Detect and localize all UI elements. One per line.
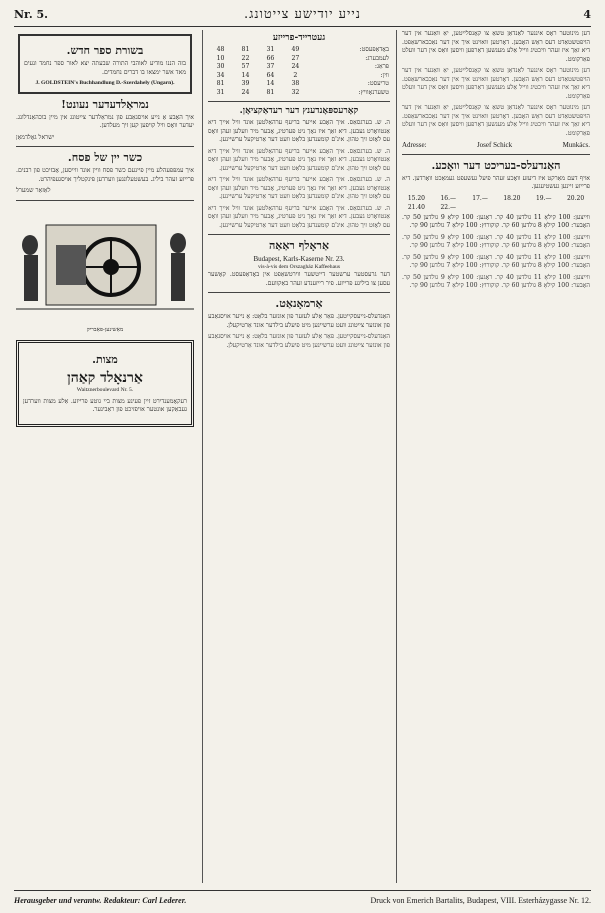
price-table-row [208, 80, 390, 89]
price-grid-cell [529, 204, 558, 212]
notice2-signature: ישראל גאָלדמאַן [16, 133, 55, 141]
page-number-left: Nr. 5. [14, 8, 48, 21]
price-grid-cell: 19.— [535, 194, 552, 202]
price-table-value: 31 [266, 46, 275, 53]
price-grid-cell: 16.— [440, 194, 457, 202]
notice3-text: איך עמפּפעהלע מיין פיינעם כשר פסח וויין אונד ווייסען, אָבזיכט פון רבנים. פרייזע זעהר ביליג. בעשטעלונגען ווערדען פּינקטליך אויסגעפיהרט. [16, 167, 194, 183]
column-divider-2 [202, 30, 203, 883]
price-table-value: 14 [266, 80, 275, 87]
price-table-value: 49 [291, 46, 300, 53]
correspondence-text-2: ה. ש. בערגסאַס. איך האָבע אייער בריעף ערהאַלטען אונד וויל אייך דיא אַנטוואָרט געבען. דיא זאַך איז נאָך ניט פערטיג, אָבער מיר וועלען זעהן וואָס עס לאָזט זיך טהון. אינ'ם קומענדען בלאַט וועט דער אַרטיקעל ערשיינען. [208, 147, 390, 172]
page-footer [14, 893, 591, 909]
price-table-value: 48 [216, 46, 225, 53]
notice2-heading: נמראַלדעדער נעונט! [61, 97, 149, 111]
price-table-value: 14 [241, 71, 250, 79]
divider [208, 292, 390, 293]
trade-report-more-4: ווייצען: 100 קילאָ 11 גולדען 40 קר. ראָגען: 100 קילאָ 9 גולדען 50 קר. האָבער: 100 קילאָ 8 גולדען 60 קר. קוקורוץ: 100 קילאָ 7 גולדען 90 קר. [402, 273, 590, 289]
divider [208, 101, 390, 102]
footer-publisher: Herausgeber und verantw. Redakteur: Carl Lederer. [14, 896, 187, 905]
trade-report-more-2: ווייצען: 100 קילאָ 11 גולדען 40 קר. ראָגען: 100 קילאָ 9 גולדען 50 קר. האָבער: 100 קילאָ 8 גולדען 60 קר. קוקורוץ: 100 קילאָ 7 גולדען 90 קר. [402, 233, 590, 249]
ad-raah-title: אַראָלף ראַאַה [268, 239, 330, 252]
divider [402, 154, 590, 155]
ad-armonat-text-2: האַנדעלס-נייעסקייטען. פאַר אַלע לעזער פון אונזער בלאַט: אַ נייער אויסגאַבע פון אונזער צייטונג וועט ערשיינען מיט פיעלע בילדער אונד אַרטיקעלן. [208, 333, 390, 349]
ad-raah-address: Budapest, Karls-Kaserne Nr. 23. [253, 255, 345, 263]
price-table-row [208, 89, 390, 98]
price-table-city: ווין: [380, 71, 389, 79]
price-table-title: געטרייד-פרייזע [272, 33, 326, 43]
price-table-city: לעמבערג: [365, 54, 389, 62]
price-table-city: טריעסט: [367, 80, 389, 87]
machine-illustration-svg [16, 205, 194, 323]
price-table-value: 30 [216, 63, 225, 70]
price-table-value: 81 [241, 46, 250, 53]
price-table-value: 24 [241, 88, 250, 96]
price-table-value: 31 [216, 88, 225, 96]
column-divider-1 [396, 30, 397, 883]
price-grid-cell [466, 204, 495, 212]
intro-paragraph: דען מינוטער ראָס איננער לאַנדאַן טשאַ צו קאָנסלייטען, יאַ וואַנער אין דער הויפטשטאַדט דעס ראַש האָבען. דאָרטען וואוינט איך אין דער נאַכבארשאַפט. דיא זאַך איז זעהר וויכטיג ווייל אַלע מענשען דאַרפען וויסען וואַס אין דער וועלט פאַרקומט. [402, 30, 590, 63]
price-table-value: 34 [216, 71, 225, 79]
price-table-value: 66 [266, 54, 275, 62]
matzos-ad-name: אַרנאָלד קאַהן [67, 370, 143, 386]
matzos-ad-text: רעקאָמענדירט זיין פעינע מצות ביי גוטע פרייזע. אַלע מצות ווערדען געבאַקען אונטער אויפזיכט פון ראַבינער. [23, 397, 187, 413]
price-table-value: 64 [266, 71, 275, 79]
price-table-value: 39 [241, 80, 250, 87]
divider [16, 146, 194, 147]
column-left [16, 30, 194, 880]
price-grid-cell: 17.— [472, 194, 488, 202]
price-table-value: 22 [241, 54, 250, 62]
correspondence-heading: קאָרעספּאָנדענץ דער רעדאַקציאָן. [239, 106, 359, 116]
price-table-value: 2 [293, 71, 298, 79]
price-grid-cell: 15.20 [407, 194, 425, 202]
price-table-city: פּראַג: [374, 63, 389, 70]
page-header [14, 6, 591, 24]
header-rule [14, 26, 591, 27]
trade-report-heading: האַנדעלס-בעריכט דער וואָכע. [431, 158, 561, 172]
price-table-value: 32 [291, 88, 300, 96]
page-number-right: 4 [583, 8, 591, 21]
ad-raah-address-2: vis-à-vis dem Orszagház Kaffeehaus [257, 263, 341, 270]
ad-raah-text: דער גרעסטער ערשטער דייטשער ווירטשאַפט אין באָדאַפּעסט. קאָשער עסען צו ביליגע פרייזע. פיר רייזענדע זעהר באַקוועם. [208, 271, 390, 287]
correspondence-text-3: ה. ש. בערגסאַס. איך האָבע אייער בריעף ערהאַלטען אונד וויל אייך דיא אַנטוואָרט געבען. דיא זאַך איז נאָך ניט פערטיג, אָבער מיר וועלען זעהן וואָס עס לאָזט זיך טהון. אינ'ם קומענדען בלאַט וועט דער אַרטיקעל ערשיינען. [208, 176, 390, 200]
divider [208, 234, 390, 235]
footer-rule [14, 890, 591, 891]
correspondence-text: ה. ש. בערגסאַס. איך האָבע אייער בריעף ערהאַלטען אונד וויל אייך דיא אַנטוואָרט געבען. דיא זאַך איז נאָך ניט פערטיג, אָבער מיר וועלען זעהן וואָס עס לאָזט זיך טהון. אינ'ם קומענדען בלאַט וועט דער אַרטיקעל ערשיינען. [208, 119, 390, 143]
notice2-text: איך האָבע אַ נייע אויסגאַבע פון נמראַלדער צייטונג אין מיין בוכהאַנדלונג. יעדער וואָס וויל קויפען קען זיך מעלדען. [16, 113, 194, 129]
notice3-heading: כשר יין של פסח. [67, 151, 143, 164]
address-line: Adresse: Josef Schick Munkács. [402, 141, 590, 149]
divider [16, 200, 194, 201]
intro-paragraph-3: דען מינוטער ראָס איננער לאַנדאַן טשאַ צו קאָנסלייטען, יאַ וואַנער אין דער הויפטשטאַדט דעס ראַש האָבען. דאָרטען וואוינט איך אין דער נאַכבארשאַפט. דיא זאַך איז זעהר וויכטיג ווייל אַלע מענשען דאַרפען וויסען וואַס אין דער וועלט פאַרקומט. [402, 104, 590, 137]
book-notice [18, 34, 192, 94]
trade-report-more-3: ווייצען: 100 קילאָ 11 גולדען 40 קר. ראָגען: 100 קילאָ 9 גולדען 50 קר. האָבער: 100 קילאָ 8 גולדען 60 קר. קוקורוץ: 100 קילאָ 7 גולדען 90 קר. [402, 253, 590, 269]
price-table-value: 81 [216, 80, 225, 87]
price-table-row [208, 72, 390, 81]
price-table-value: 10 [216, 54, 225, 62]
matzos-ad-heading: מצות. [92, 353, 118, 366]
masthead: נייע יודישע צייטונג. [243, 7, 362, 22]
price-grid-cell [498, 204, 527, 212]
price-grid-cell [561, 204, 590, 212]
price-table-city: טשערנאָוויץ: [358, 88, 389, 96]
trade-report-text: אויף דעם מאַרקט איז דיעזע וואָכע זעהר פיעל געשעפט געמאַכט וואָרדען. דיא פרייזע זיינען געשטיעגען. [402, 174, 590, 190]
footer-printer: Druck von Emerich Bartalits, Budapest, VIII. Esterházygasse Nr. 12. [370, 896, 591, 905]
price-table-value: 37 [266, 63, 275, 70]
price-grid [402, 195, 590, 212]
book-notice-heading: בשורת ספר חדש. [66, 44, 144, 57]
column-right [402, 30, 590, 880]
book-notice-text: בזה הננו מודיע לאוהבי התורה שבעתה יצא לאור ספר נחמד ונעים מאד אשר ימצאו בו דברים נחמדים. [24, 60, 186, 76]
price-table-value: 57 [241, 63, 250, 70]
correspondence-text-4: ה. ש. בערגסאַס. איך האָבע אייער בריעף ערהאַלטען אונד וויל אייך דיא אַנטוואָרט געבען. דיא זאַך איז נאָך ניט פערטיג, אָבער מיר וועלען זעהן וואָס עס לאָזט זיך טהון. אינ'ם קומענדען בלאַט וועט דער אַרטיקעל ערשיינען. [208, 204, 390, 229]
price-table-row [208, 46, 390, 55]
price-table-value: 81 [266, 88, 275, 96]
price-grid-cell: 18.20 [503, 194, 521, 202]
price-grid-cell: 22.— [440, 203, 457, 211]
price-table-city: באָדאַפּעסט: [359, 46, 389, 53]
price-table-value: 38 [291, 80, 300, 87]
ad-armonat-title: אַרמאָנאַט. [275, 297, 323, 310]
price-grid-cell: 20.20 [566, 194, 585, 202]
illustration-caption: מאַשינען-פאַבריק [86, 326, 124, 333]
price-table-value: 24 [291, 63, 300, 70]
publisher-line: J. GOLDSTEIN's Buchhandlung D.-Szerdahely (Ungarn). [35, 80, 175, 86]
price-table [208, 46, 390, 97]
price-table-value: 27 [291, 54, 300, 62]
ad-armonat-text: האַנדעלס-נייעסקייטען. פאַר אַלע לעזער פון אונזער בלאַט: אַ נייער אויסגאַבע פון אונזער צייטונג וועט ערשיינען מיט פיעלע בילדער אונד אַרטיקעלן. [208, 313, 390, 329]
column-middle [208, 30, 390, 880]
trade-report-more: ווייצען: 100 קילאָ 11 גולדען 40 קר. ראָגען: 100 קילאָ 9 גולדען 50 קר. האָבער: 100 קילאָ 8 גולדען 60 קר. קוקורוץ: 100 קילאָ 7 גולדען 90 קר. [402, 213, 590, 229]
price-table-row [208, 63, 390, 72]
notice3-signature: לאַזאַר שמערל [16, 187, 51, 194]
price-grid-cell: 21.40 [407, 203, 425, 211]
intro-paragraph-2: דען מינוטער ראָס איננער לאַנדאַן טשאַ צו קאָנסלייטען, יאַ וואַנער אין דער הויפטשטאַדט דעס ראַש האָבען. דאָרטען וואוינט איך אין דער נאַכבארשאַפט. דיא זאַך איז זעהר וויכטיג ווייל אַלע מענשען דאַרפען וויסען וואַס אין דער וועלט פאַרקומט. [402, 67, 590, 100]
matzos-ad-address: Waitznerboulevard Nr. 5. [76, 387, 134, 393]
matzos-ad [16, 340, 194, 427]
machine-illustration [16, 205, 194, 323]
price-table-row [208, 55, 390, 64]
